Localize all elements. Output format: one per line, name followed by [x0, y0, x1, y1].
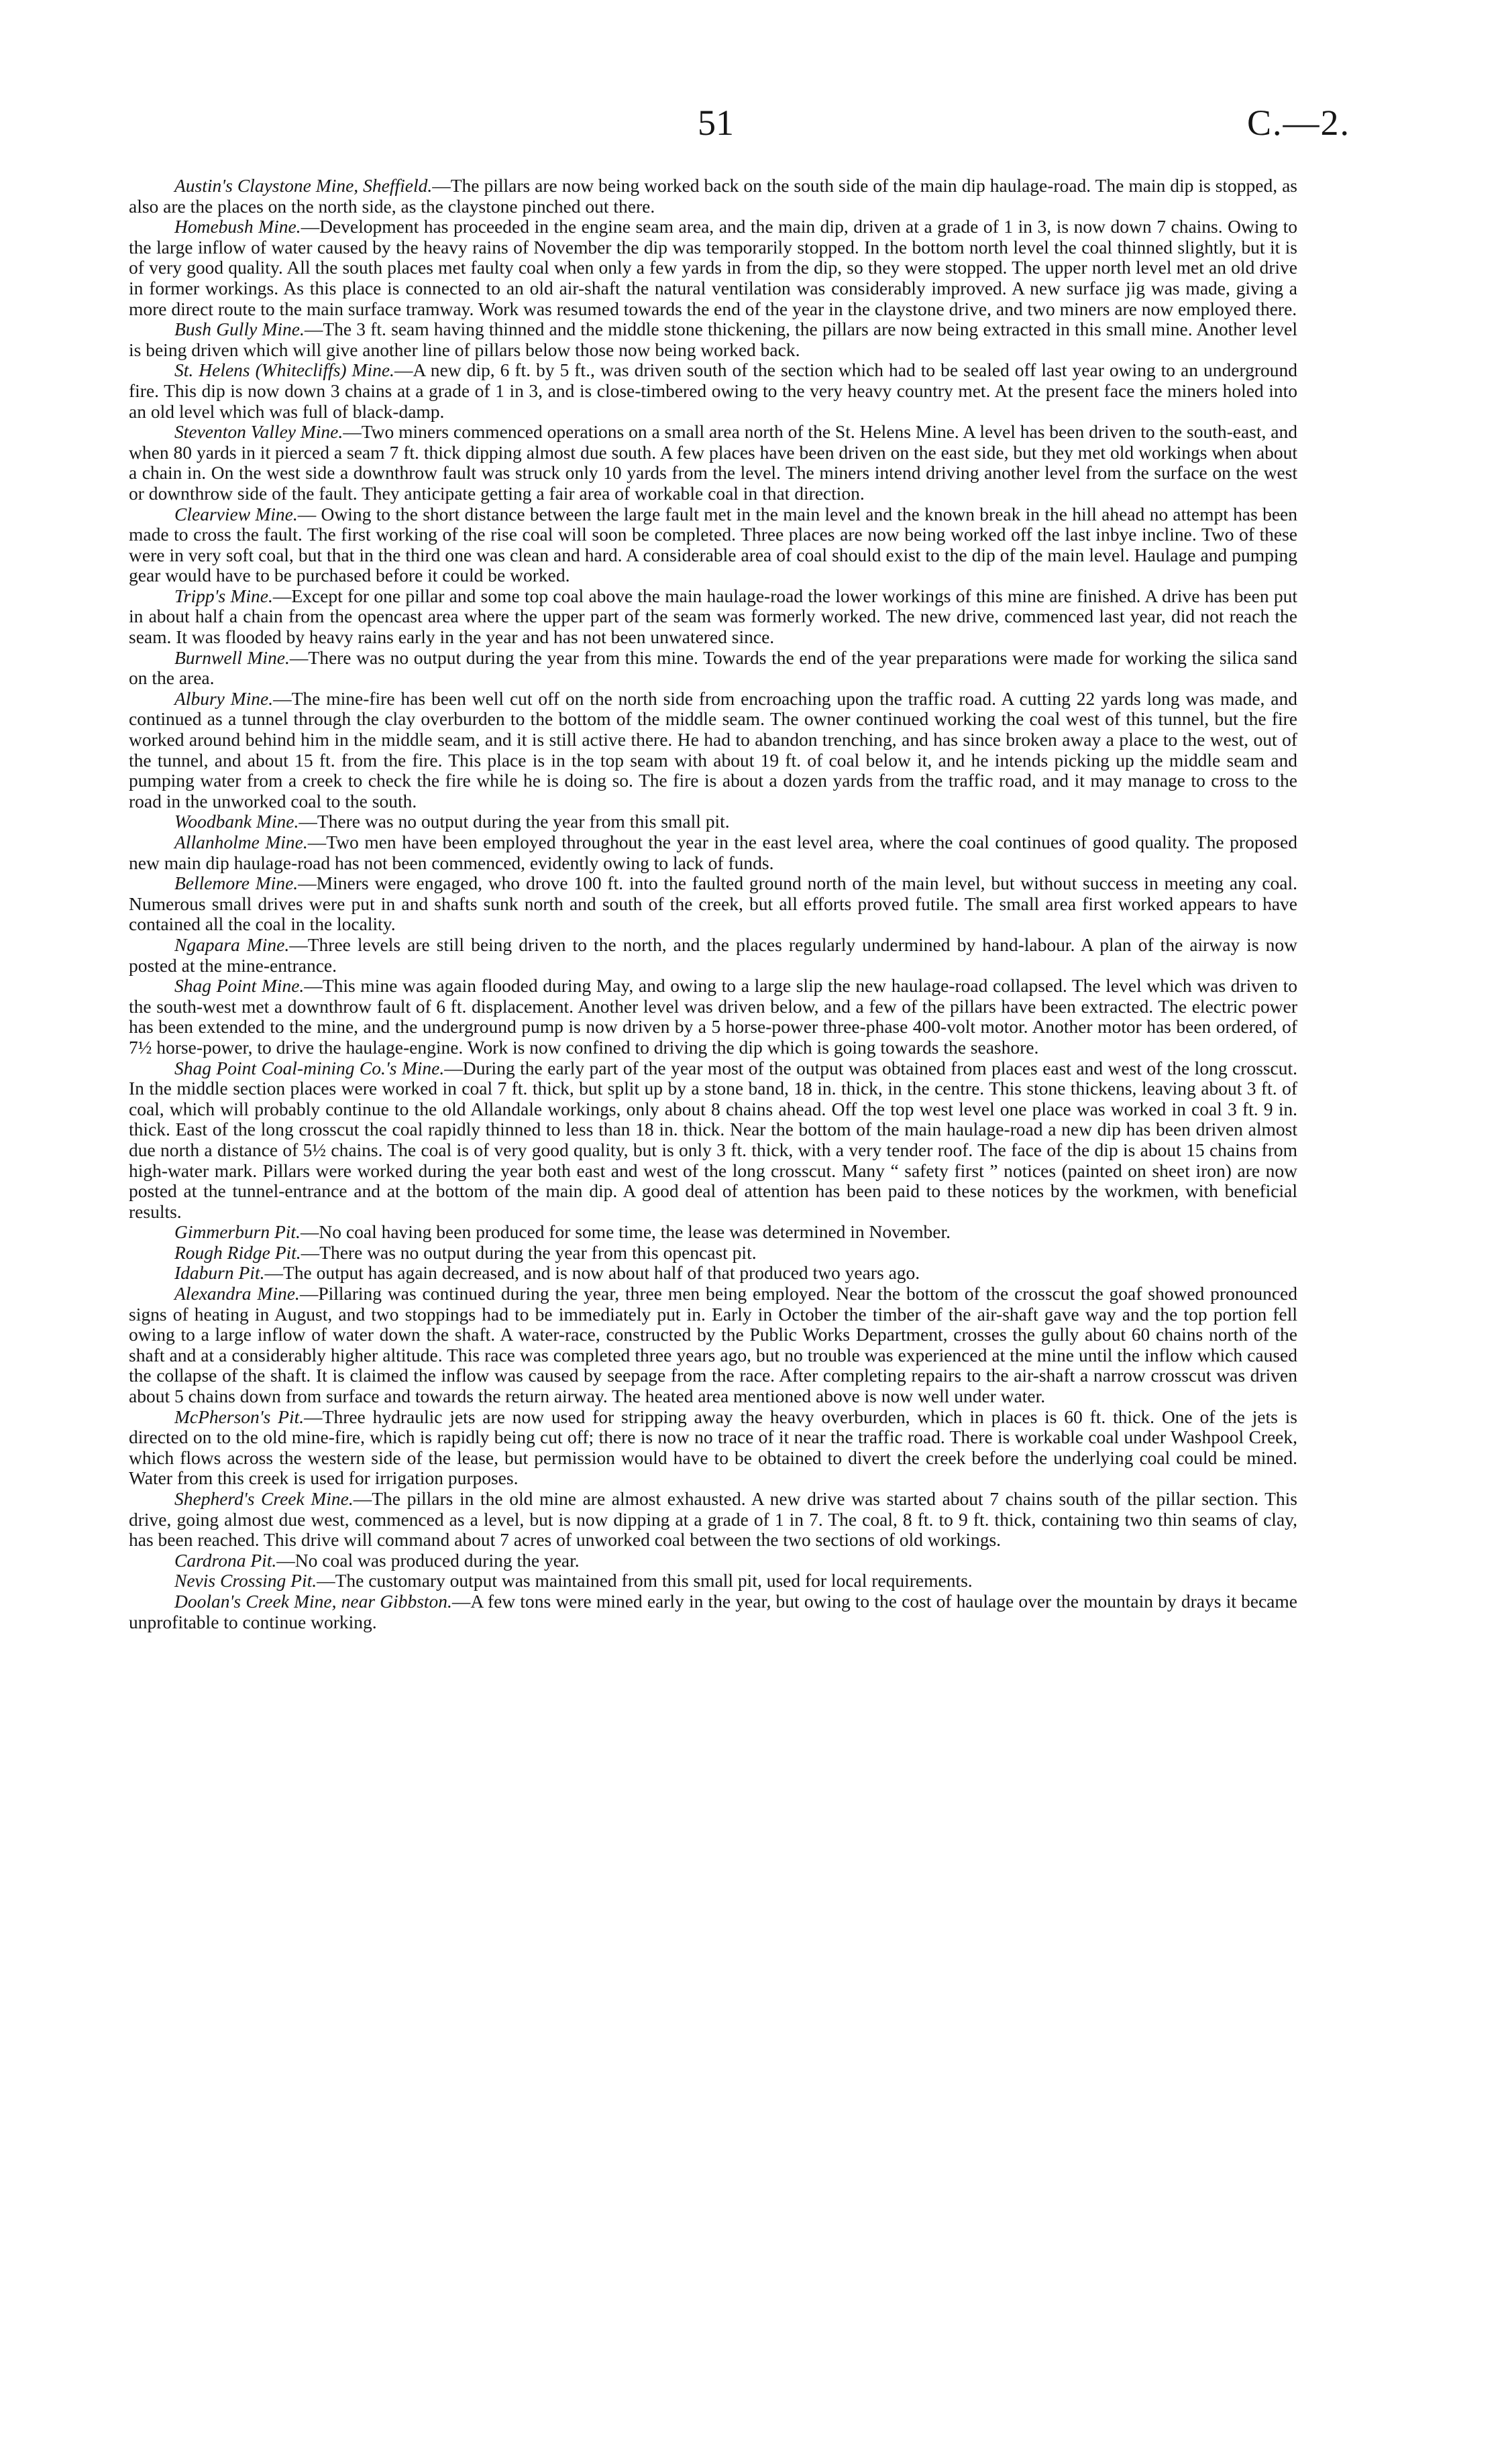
paragraph-text: —Except for one pillar and some top coal above the main haulage-road the lower workings of this mine are finished. A drive has been put in about half a chain from the opencast area where the upper part of the seam was formerly worked. The new drive, commenced last year, did not reach the seam. It was flooded by heavy rains early in the year and has not been unwatered since. [129, 585, 1297, 648]
paragraph-homebush [129, 217, 1297, 319]
paragraph-steventon-valley [129, 422, 1297, 504]
mine-name: Gimmerburn Pit. [174, 1221, 301, 1243]
paragraph-albury [129, 689, 1297, 812]
paragraph-clearview [129, 504, 1297, 586]
page-reference: C.—2. [1246, 103, 1350, 143]
paragraph-text: —There was no output during the year from this opencast pit. [301, 1241, 757, 1263]
paragraph-text: —The pillars in the old mine are almost exhausted. A new drive was started about 7 chains south of the pillar section. This drive, going almost due west, commenced as a level, but is now dipping at a grade of 1 in 7. The coal, 8 ft. to 9 ft. thick, containing two thin seams of clay, has been reached. This drive will command about 7 acres of unworked coal between the two sections of old workings. [129, 1488, 1297, 1551]
paragraph-shag-point-coal-mining [129, 1058, 1297, 1223]
mine-name: Nevis Crossing Pit. [174, 1570, 317, 1591]
paragraph-cardrona [129, 1551, 1297, 1571]
paragraph-woodbank [129, 811, 1297, 832]
mine-name: Allanholme Mine. [174, 832, 308, 852]
paragraph-text: —Three hydraulic jets are now used for stripping away the heavy overburden, which in places is 60 ft. thick. One of the jets is directed on to the old mine-fire, which is rapidly being cut off; there is now no trace of it near the traffic road. There is workable coal under Washpool Creek, which flows across the western side of the lease, but permission would have to be obtained to divert the creek before the underlying coal could be mined. Water from this creek is used for irrigation purposes. [129, 1406, 1297, 1489]
report-body [129, 176, 1297, 1632]
mine-name: Ngapara Mine. [174, 934, 290, 955]
paragraph-shag-point [129, 976, 1297, 1058]
paragraph-text: — Owing to the short distance between the large fault met in the main level and the known break in the hill ahead no attempt has been made to cross the fault. The first working of the rise coal will soon be completed. Three places are now being worked off the last inbye incline. Two of these were in very soft coal, but that in the third one was clean and hard. A considerable area of coal should exist to the dip of the main level. Haulage and pumping gear would have to be purchased before it could be worked. [129, 503, 1298, 586]
paragraph-rough-ridge [129, 1243, 1297, 1264]
paragraph-shepherds-creek [129, 1489, 1297, 1551]
mine-name: Rough Ridge Pit. [174, 1241, 301, 1263]
mine-name: Clearview Mine. [174, 503, 298, 524]
paragraph-text: —Two men have been employed throughout the year in the east level area, where the coal continues of good quality. The proposed new main dip haulage-road has not been commenced, evidently owing to lack of funds. [129, 832, 1297, 873]
mine-name: Cardrona Pit. [174, 1549, 277, 1571]
paragraph-doolans-creek [129, 1591, 1297, 1632]
mine-name: Austin's Claystone Mine, Sheffield. [174, 175, 433, 196]
paragraph-text: —This mine was again flooded during May, and owing to a large slip the new haulage-road collapsed. The level which was driven to the south-west met a downthrow fault of 6 ft. displacement. Another level was driven below, and a few of the pillars have been extracted. The electric power has been extended to the mine, and the underground pump is now driven by a 5 horse-power three-phase 400-volt motor. Another motor has been ordered, of 7½ horse-power, to drive the haulage-engine. Work is now confined to driving the dip which is going towards the seashore. [129, 975, 1297, 1058]
paragraph-ngapara [129, 935, 1297, 976]
paragraph-allanholme [129, 832, 1297, 873]
paragraph-text: —No coal was produced during the year. [276, 1549, 580, 1571]
paragraph-tripps [129, 586, 1297, 648]
mine-name: Homebush Mine. [174, 216, 301, 237]
paragraph-text: —The output has again decreased, and is now about half of that produced two years ago. [264, 1262, 920, 1284]
paragraph-text: —A few tons were mined early in the year, but owing to the cost of haulage over the mountain by drays it became unprofitable to continue working. [129, 1590, 1297, 1632]
paragraph-text: —The mine-fire has been well cut off on the north side from encroaching upon the traffic road. A cutting 22 yards long was made, and continued as a tunnel through the clay overburden to the bottom of the middle seam. The owner continued working the coal west of this tunnel, but the fire worked around behind him in the middle seam, and it is still active there. He had to abandon trenching, and has since broken away a place to the west, out of the tunnel, and about 15 ft. from the fire. This place is in the top seam with about 19 ft. of coal below it, and he intends picking up the middle seam and pumping water from a creek to check the fire while he is doing so. The fire is about a dozen yards from the traffic road, and it may manage to cross to the road in the unworked coal to the south. [129, 687, 1297, 811]
paragraph-text: —Miners were engaged, who drove 100 ft. into the faulted ground north of the main level, but without success in meeting any coal. Numerous small drives were put in and shafts sunk north and south of the creek, but all efforts proved futile. The small area first worked appears to have contained all the coal in the locality. [129, 873, 1298, 935]
paragraph-bush-gully [129, 319, 1297, 360]
paragraph-text: —The 3 ft. seam having thinned and the middle stone thickening, the pillars are now being extracted in this small mine. Another level is being driven which will give another line of pillars below those now being worked back. [129, 319, 1297, 360]
paragraph-text: —The customary output was maintained from this small pit, used for local requirements. [317, 1570, 973, 1591]
mine-name: McPherson's Pit. [174, 1406, 305, 1427]
paragraph-text: —Development has proceeded in the engine seam area, and the main dip, driven at a grade of 1 in 3, is now down 7 chains. Owing to the large inflow of water caused by the heavy rains of November the dip was temporarily stopped. In the bottom north level the coal thinned slightly, but it is of very good quality. All the south places met faulty coal when only a few yards in from the dip, so they were stopped. The upper north level met an old drive in former workings. As this place is connected to an old air-shaft the natural ventilation was considerably improved. A new surface jig was made, giving a more direct route to the main surface tramway. Work was resumed towards the end of the year in the claystone drive, and two miners are now employed there. [129, 216, 1297, 319]
mine-name: Doolan's Creek Mine, near Gibbston. [174, 1590, 452, 1612]
page-header [0, 101, 1506, 154]
mine-name: Shag Point Coal-mining Co.'s Mine. [174, 1057, 445, 1078]
page-number: 51 [698, 103, 734, 143]
paragraph-text: —The pillars are now being worked back on the south side of the main dip haulage-road. The main dip is stopped, as also are the places on the north side, as the claystone pinched out there. [129, 175, 1298, 217]
paragraph-text: —No coal having been produced for some time, the lease was determined in November. [300, 1221, 951, 1243]
paragraph-st-helens [129, 360, 1297, 422]
mine-name: Burnwell Mine. [174, 647, 290, 668]
paragraph-text: —A new dip, 6 ft. by 5 ft., was driven south of the section which had to be sealed off last year owing to an underground fire. This dip is now down 3 chains at a grade of 1 in 3, and is close-timbered owing to the very heavy country met. At the present face the miners holed into an old level which was full of black-damp. [129, 359, 1297, 422]
mine-name: St. Helens (Whitecliffs) Mine. [174, 359, 394, 381]
mine-name: Bellemore Mine. [174, 873, 299, 894]
paragraph-text: —There was no output during the year from this mine. Towards the end of the year preparations were made for working the silica sand on the area. [129, 647, 1297, 689]
paragraph-text: —During the early part of the year most of the output was obtained from places east and west of the long crosscut. In the middle section places were worked in coal 7 ft. thick, but split up by a stone band, 18 in. thick, in the centre. This stone thickens, leaving about 3 ft. of coal, which will probably continue to the old Allandale workings, only about 8 chains ahead. Off the top west level one place was worked in coal 3 ft. 9 in. thick. East of the long crosscut the coal rapidly thinned to less than 18 in. thick. Near the bottom of the main haulage-road a new dip has been driven almost due north a distance of 5½ chains. The coal is of very good quality, but is only 3 ft. thick, with a very tender roof. The face of the dip is about 15 chains from high-water mark. Pillars were worked during the year both east and west of the long crosscut. Many “ safety first ” notices (painted on sheet iron) are now posted at the tunnel-entrance and at the bottom of the main dip. A good deal of attention has been paid to these notices by the workmen, with beneficial results. [129, 1057, 1297, 1222]
paragraph-nevis-crossing [129, 1571, 1297, 1591]
paragraph-text: —There was no output during the year from this small pit. [299, 811, 730, 832]
mine-name: Albury Mine. [174, 687, 274, 709]
paragraph-text: —Three levels are still being driven to the north, and the places regularly undermined by hand-labour. A plan of the airway is now posted at the mine-entrance. [129, 934, 1297, 976]
mine-name: Alexandra Mine. [174, 1283, 300, 1304]
paragraph-text: —Two miners commenced operations on a small area north of the St. Helens Mine. A level has been driven to the south-east, and when 80 yards in it pierced a seam 7 ft. thick dipping almost due south. A few places have been driven on the east side, but they met old workings when about a chain in. On the west side a downthrow fault was struck only 10 yards from the level. The miners intend driving another level from the surface on the west or downthrow side of the fault. They anticipate getting a fair area of workable coal in that direction. [129, 421, 1297, 504]
mine-name: Steventon Valley Mine. [174, 421, 343, 443]
mine-name: Bush Gully Mine. [174, 319, 305, 340]
mine-name: Idaburn Pit. [174, 1262, 265, 1284]
mine-name: Woodbank Mine. [174, 811, 299, 832]
paragraph-alexandra [129, 1284, 1297, 1407]
paragraph-burnwell [129, 648, 1297, 689]
mine-name: Shepherd's Creek Mine. [174, 1488, 354, 1509]
mine-name: Shag Point Mine. [174, 975, 305, 997]
paragraph-gimmerburn [129, 1222, 1297, 1243]
paragraph-bellemore [129, 873, 1297, 935]
paragraph-idaburn [129, 1263, 1297, 1284]
paragraph-austins-claystone [129, 176, 1297, 217]
paragraph-text: —Pillaring was continued during the year, three men being employed. Near the bottom of the crosscut the goaf showed pronounced signs of heating in August, and two stoppings had to be immediately put in. Early in October the timber of the air-shaft gave way and the top portion fell owing to a large inflow of water down the shaft. A water-race, constructed by the Public Works Department, crosses the gully about 60 chains north of the shaft and at a considerably higher altitude. This race was completed three years ago, but no trouble was experienced at the mine until the inflow which caused the collapse of the shaft. It is claimed the inflow was caused by seepage from the race. After completing repairs to the air-shaft a narrow crosscut was driven about 5 chains down from surface and towards the return airway. The heated area mentioned above is now well under water. [129, 1283, 1297, 1407]
paragraph-mcphersons [129, 1407, 1297, 1489]
mine-name: Tripp's Mine. [174, 585, 273, 606]
